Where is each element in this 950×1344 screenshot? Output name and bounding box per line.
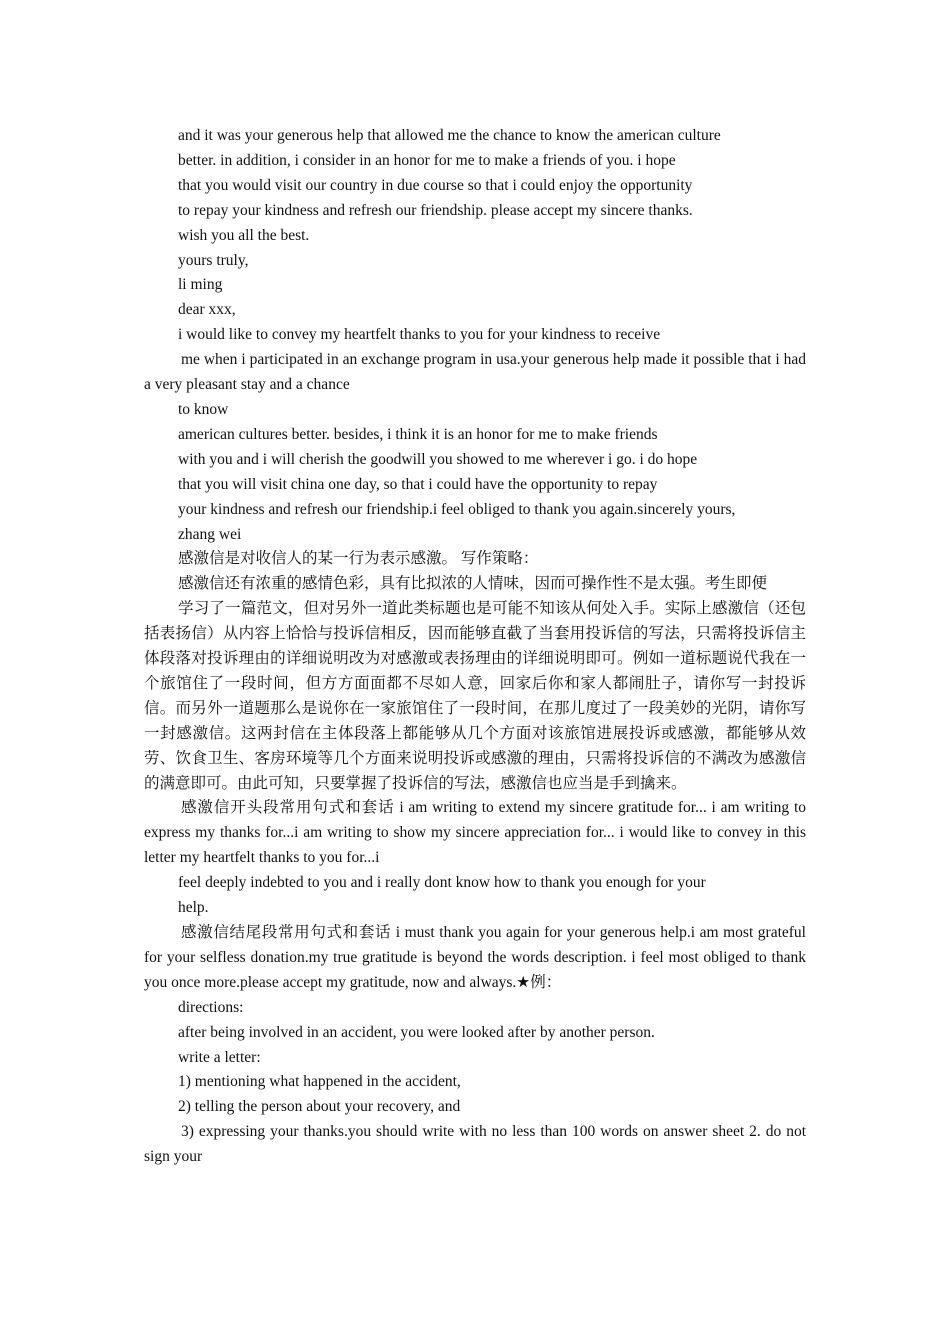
text-line: better. in addition, i consider in an honor for me to make a friends of you. i hope bbox=[178, 151, 676, 169]
paragraph: 感激信结尾段常用句式和套话 i must thank you again for your generous help.i am most grateful for your selfless donation.my true gratitude is beyond the words description. i feel most obliged to thank you once more.please accept my gratitude, now and always.★例： bbox=[144, 924, 806, 991]
paragraph: 感激信还有浓重的感情色彩，具有比拟浓的人情味，因而可操作性不是太强。考生即便 bbox=[178, 575, 768, 593]
text-line: after being involved in an accident, you were looked after by another person. bbox=[178, 1023, 655, 1041]
text-line: dear xxx, bbox=[178, 301, 236, 319]
text-line: yours truly, bbox=[178, 251, 249, 269]
text-line: 感激信是对收信人的某一行为表示感激。 写作策略： bbox=[178, 550, 539, 568]
text-line: li ming bbox=[178, 276, 223, 294]
text-line: 2) telling the person about your recovery, and bbox=[178, 1098, 461, 1116]
text-line: that you will visit china one day, so that i could have the opportunity to repay bbox=[178, 475, 658, 493]
text-line: help. bbox=[178, 899, 209, 917]
text-line: to repay your kindness and refresh our friendship. please accept my sincere thanks. bbox=[178, 201, 693, 219]
text-line: wish you all the best. bbox=[178, 226, 310, 244]
text-line: 1) mentioning what happened in the accident, bbox=[178, 1073, 461, 1091]
text-line: american cultures better. besides, i think it is an honor for me to make friends bbox=[178, 425, 658, 443]
paragraph: 感激信开头段常用句式和套话 i am writing to extend my sincere gratitude for... i am writing to express my thanks for...i am writing to show my sincere appreciation for... i would like to convey in this letter my heartfelt thanks to you for...i bbox=[144, 799, 806, 867]
text-line: your kindness and refresh our friendship.i feel obliged to thank you again.sincerely yours, bbox=[178, 500, 736, 518]
text-line: that you would visit our country in due course so that i could enjoy the opportunity bbox=[178, 176, 693, 194]
text-line: to know bbox=[178, 400, 229, 418]
document-body bbox=[144, 124, 806, 1170]
text-line: i would like to convey my heartfelt thanks to you for your kindness to receive bbox=[178, 326, 661, 344]
text-line: zhang wei bbox=[178, 525, 242, 543]
paragraph: 学习了一篇范文，但对另外一道此类标题也是可能不知该从何处入手。实际上感激信（还包括表扬信）从内容上恰恰与投诉信相反，因而能够直截了当套用投诉信的写法，只需将投诉信主体段落对投诉理由的详细说明改为对感激或表扬理由的详细说明即可。例如一道标题说代我在一个旅馆住了一段时间，但方方面面都不尽如人意，回家后你和家人都闹肚子，请你写一封投诉信。而另外一道题那么是说你在一家旅馆住了一段时间，在那儿度过了一段美妙的光阴，请你写一封感激信。这两封信在主体段落上都能够从几个方面对该旅馆进展投诉或感激，都能够从效劳、饮食卫生、客房环境等几个方面来说明投诉或感激的理由，只需将投诉信的不满改为感激信的满意即可。由此可知，只要掌握了投诉信的写法，感激信也应当是手到擒来。 bbox=[144, 600, 806, 792]
text-line: with you and i will cherish the goodwill you showed to me wherever i go. i do hope bbox=[178, 450, 698, 468]
text-line: feel deeply indebted to you and i really dont know how to thank you enough for your bbox=[178, 874, 706, 892]
text-line: write a letter: bbox=[178, 1048, 261, 1066]
text-line: directions: bbox=[178, 998, 244, 1016]
paragraph: 3) expressing your thanks.you should write with no less than 100 words on answer sheet 2. do not sign your bbox=[144, 1123, 806, 1166]
text-line: and it was your generous help that allowed me the chance to know the american culture bbox=[178, 127, 721, 144]
paragraph: me when i participated in an exchange program in usa.your generous help made it possible that i had a very pleasant stay and a chance bbox=[144, 351, 806, 394]
